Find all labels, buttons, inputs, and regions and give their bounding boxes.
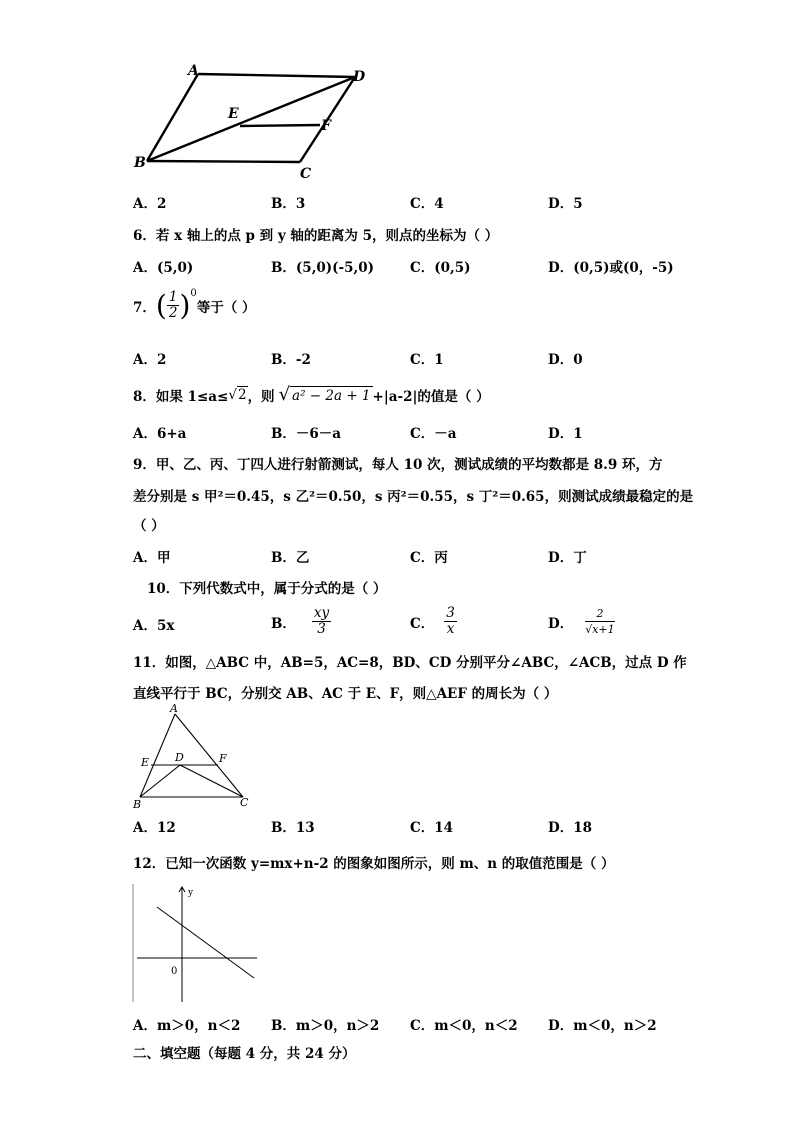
q9-option-a: A．甲 bbox=[133, 550, 171, 566]
q10-d-num: 2 bbox=[585, 606, 614, 622]
q10-option-c-fraction bbox=[444, 606, 457, 637]
q8-option-d: D．1 bbox=[548, 426, 583, 442]
q10-options bbox=[133, 606, 754, 642]
q10-option-b-label: B． bbox=[271, 615, 296, 632]
q10-b-num: xy bbox=[313, 605, 330, 621]
q9-option-b: B．乙 bbox=[271, 550, 310, 566]
q10-c-den: x bbox=[446, 621, 455, 637]
tri-label-A: A bbox=[170, 702, 178, 715]
tri-label-C: C bbox=[240, 796, 249, 809]
q6-option-d: D．(0,5)或(0，-5) bbox=[548, 260, 674, 276]
q10-text: 10．下列代数式中，属于分式的是（ ） bbox=[147, 581, 387, 597]
q10-option-d-label: D． bbox=[548, 615, 574, 632]
q8-option-c: C．－a bbox=[410, 426, 457, 442]
q5-option-c: C．4 bbox=[410, 196, 444, 212]
label-A: A bbox=[188, 63, 199, 79]
q7-frac-den: 2 bbox=[168, 305, 178, 321]
q7-number: 7． bbox=[133, 299, 156, 316]
q10-option-c bbox=[410, 606, 457, 637]
line-graph-figure bbox=[132, 882, 262, 1004]
q10-b-den: 3 bbox=[317, 621, 326, 637]
label-C: C bbox=[300, 166, 312, 182]
q8-suffix: +|a-2|的值是（ ） bbox=[372, 388, 490, 405]
q6-option-a: A．(5,0) bbox=[133, 260, 194, 276]
q8-options bbox=[133, 422, 754, 442]
q7-option-d: D．0 bbox=[548, 352, 583, 368]
q12-option-b: B．m＞0，n＞2 bbox=[271, 1018, 380, 1034]
q11-option-a: A．12 bbox=[133, 820, 176, 836]
q8-radicand: a² − 2a + 1 bbox=[292, 387, 371, 404]
q8-sqrt2: 2 bbox=[237, 387, 247, 403]
q5-option-b: B．3 bbox=[271, 196, 306, 212]
tri-label-E: E bbox=[141, 756, 150, 769]
q10-option-a: A．5x bbox=[133, 618, 175, 634]
q7-exponent: 0 bbox=[190, 288, 197, 299]
q9-option-d: D．丁 bbox=[548, 550, 587, 566]
q5-option-a: A．2 bbox=[133, 196, 167, 212]
q6-options bbox=[133, 256, 754, 276]
q5-options bbox=[133, 192, 754, 212]
q12-option-a: A．m＞0，n＜2 bbox=[133, 1018, 241, 1034]
q7-fraction bbox=[167, 290, 180, 321]
q6-option-b: B．(5,0)(-5,0) bbox=[271, 260, 375, 276]
parallelogram-figure bbox=[130, 60, 380, 185]
q7-text: 7． ( $\frac{1}{2}$ ) 0 等于（ ） bbox=[133, 288, 256, 322]
q12-options bbox=[133, 1014, 754, 1034]
section-heading-fill-in: 二、填空题（每题 4 分，共 24 分） bbox=[133, 1046, 356, 1062]
q7-frac-num: 1 bbox=[168, 289, 178, 305]
tri-label-F: F bbox=[219, 752, 227, 765]
q12-option-c: C．m＜0，n＜2 bbox=[410, 1018, 518, 1034]
q7-options bbox=[133, 348, 754, 368]
q8-option-b: B．－6－a bbox=[271, 426, 342, 442]
q5-option-d: D．5 bbox=[548, 196, 583, 212]
q8-prefix: 8．如果 1≤a≤ bbox=[133, 388, 229, 405]
q9-option-c: C．丙 bbox=[410, 550, 448, 566]
label-B: B bbox=[134, 155, 146, 171]
q9-line3: （ ） bbox=[133, 518, 165, 534]
q11-options bbox=[133, 816, 754, 836]
q10-option-c-label: C． bbox=[410, 615, 435, 632]
q6-text: 6．若 x 轴上的点 p 到 y 轴的距离为 5，则点的坐标为（ ） bbox=[133, 228, 499, 244]
q11-line1: 11．如图，△ABC 中，AB=5，AC=8，BD、CD 分别平分∠ABC，∠ACB，过点 D 作 bbox=[133, 655, 687, 671]
label-D: D bbox=[353, 69, 366, 85]
q9-line2: 差分别是 s 甲²＝0.45，s 乙²＝0.50，s 丙²＝0.55，s 丁²＝0.65，则测试成绩最稳定的是 bbox=[133, 489, 694, 505]
q12-text: 12．已知一次函数 y=mx+n-2 的图象如图所示，则 m、n 的取值范围是（ ） bbox=[133, 856, 615, 872]
q11-option-c: C．14 bbox=[410, 820, 454, 836]
q8-option-a: A．6+a bbox=[133, 426, 187, 442]
origin-label: 0 bbox=[171, 966, 178, 977]
triangle-figure bbox=[130, 702, 260, 814]
q10-option-d-fraction bbox=[585, 606, 614, 637]
tri-label-B: B bbox=[133, 798, 142, 811]
q11-option-b: B．13 bbox=[271, 820, 315, 836]
q10-d-den: √x+1 bbox=[585, 623, 615, 636]
q11-line2: 直线平行于 BC，分别交 AB、AC 于 E、F，则△AEF 的周长为（ ） bbox=[133, 686, 558, 702]
q8-text: 8．如果 1≤a≤ √ 2 ，则 √ a² − 2a + 1 +|a-2|的值是（ ） bbox=[133, 384, 490, 405]
q10-option-d bbox=[548, 606, 615, 637]
q6-option-c: C．(0,5) bbox=[410, 260, 471, 276]
q7-suffix: 等于（ ） bbox=[196, 299, 256, 316]
tri-label-D: D bbox=[175, 751, 184, 764]
q9-line1: 9．甲、乙、丙、丁四人进行射箭测试，每人 10 次，测试成绩的平均数都是 8.9 环，方 bbox=[133, 457, 663, 473]
q7-option-a: A．2 bbox=[133, 352, 167, 368]
q10-option-b-fraction bbox=[312, 606, 331, 637]
q9-options bbox=[133, 546, 754, 566]
label-F: F bbox=[321, 118, 331, 134]
q10-option-b bbox=[271, 606, 331, 637]
q7-option-b: B．-2 bbox=[271, 352, 311, 368]
q12-option-d: D．m＜0，n＞2 bbox=[548, 1018, 657, 1034]
q10-c-num: 3 bbox=[446, 605, 455, 621]
q7-option-c: C．1 bbox=[410, 352, 444, 368]
q8-mid: ，则 bbox=[247, 388, 275, 405]
y-axis-label: y bbox=[188, 888, 194, 898]
label-E: E bbox=[228, 106, 239, 122]
q11-option-d: D．18 bbox=[548, 820, 592, 836]
